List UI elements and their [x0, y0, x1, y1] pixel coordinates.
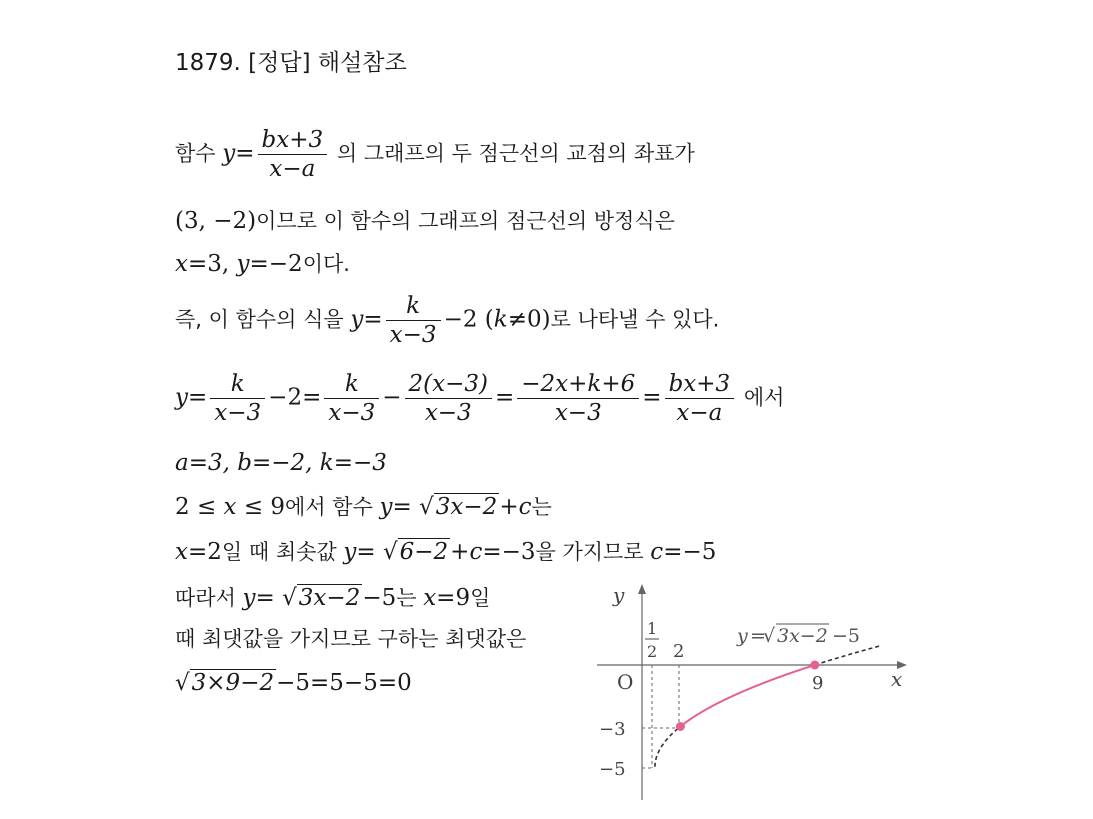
text: 는: [396, 586, 424, 610]
fraction-denominator: x−3: [424, 400, 472, 426]
fraction-numerator: k: [210, 370, 265, 399]
math-var: x: [223, 494, 237, 520]
radical-sign: √: [175, 670, 190, 696]
square-root: [419, 492, 499, 522]
curve-label-radical: √: [763, 625, 776, 647]
text: 에서: [737, 385, 785, 410]
fraction-numerator: −2x+k+6: [517, 370, 639, 399]
math-text: 2 ≤: [175, 494, 224, 520]
math-text: −5=5−5=0: [276, 670, 412, 696]
radical-sign: √: [419, 494, 434, 520]
fraction-denominator: x−3: [214, 400, 262, 426]
text: 따라서: [175, 586, 243, 610]
fraction-denominator: x−a: [269, 156, 316, 182]
math-op: =: [392, 494, 420, 520]
radicand: 3x−2: [298, 585, 361, 611]
tick-label-m3: −3: [599, 719, 626, 740]
fraction: [258, 126, 328, 183]
fraction-numerator: k: [324, 370, 379, 399]
curve-main: [680, 665, 814, 727]
fraction-numerator: bx+3: [258, 126, 328, 155]
square-root: [282, 583, 362, 613]
math-text: =−5: [663, 539, 717, 565]
line-9: [175, 583, 490, 613]
fraction: [324, 370, 379, 427]
radical-sign: √: [282, 585, 297, 611]
tick-half-denominator: 2: [647, 642, 658, 661]
fraction-denominator: x−3: [554, 400, 602, 426]
line-2: [175, 206, 675, 236]
math-var: c: [518, 494, 532, 520]
curve-label-eq: =: [750, 625, 766, 647]
radicand: 3x−2: [435, 494, 498, 520]
line-5: [175, 370, 784, 427]
radical-sign: √: [382, 539, 398, 565]
line-11: [175, 668, 412, 698]
math-text: =−2: [249, 251, 303, 277]
math-text: =9: [436, 585, 471, 611]
text: 에서 함수: [285, 495, 380, 519]
curve-label-y: y: [737, 625, 748, 647]
math-text: =−3: [482, 539, 536, 565]
math-op: =: [188, 384, 208, 411]
math-op: +: [450, 539, 470, 565]
fraction: [517, 370, 639, 427]
math-text: −2 (: [443, 306, 494, 333]
math-op: =: [255, 585, 283, 611]
line-10: [175, 624, 526, 654]
fraction-denominator: x−3: [389, 322, 437, 348]
tick-label-m5: −5: [599, 759, 626, 780]
text: 일: [470, 586, 491, 610]
math-text: −5: [362, 585, 397, 611]
math-op: +: [499, 494, 519, 520]
math-text: a=3, b=−2, k=−3: [175, 450, 387, 476]
text: 이다.: [302, 252, 350, 276]
text: 이므로 이 함수의 그래프의 점근선의 방정식은: [256, 209, 675, 233]
radicand: 6−2: [399, 539, 449, 565]
fraction: [210, 370, 265, 427]
line-6: [175, 448, 387, 478]
math-var: y: [175, 384, 188, 411]
line-3: [175, 249, 350, 279]
math-op: =: [235, 140, 255, 167]
math-var: c: [469, 539, 483, 565]
math-var: x: [175, 251, 188, 277]
line-8: [175, 537, 716, 567]
text: 의 그래프의 두 점근선의 교점의 좌표가: [330, 141, 695, 166]
math-text: ≠0): [507, 306, 551, 333]
math-var: y: [236, 251, 250, 277]
text: 때 최댓값을 가지므로 구하는 최댓값은: [175, 627, 527, 651]
fraction: [386, 292, 441, 349]
text: 즉, 이 함수의 식을: [175, 307, 351, 332]
math-op: =: [356, 539, 383, 565]
line-4: [175, 292, 719, 349]
curve-label-tail: −5: [832, 625, 861, 647]
math-text: (3, −2): [175, 208, 257, 234]
math-var: c: [650, 539, 664, 565]
line-1: [175, 126, 695, 183]
curve-dashed-right: [815, 645, 882, 665]
fraction-denominator: x−3: [328, 400, 376, 426]
curve-point-end: [810, 661, 819, 670]
tick-label-9: 9: [812, 673, 824, 694]
curve-point-start: [676, 722, 685, 731]
fraction: [665, 370, 735, 427]
math-var: k: [493, 306, 508, 333]
math-op: =: [495, 384, 515, 411]
square-root: [383, 537, 450, 567]
tick-half-numerator: 1: [647, 619, 658, 638]
math-text: =2: [187, 539, 222, 565]
math-op: =: [363, 306, 383, 333]
origin-label: O: [617, 670, 634, 694]
math-text: ≤ 9: [236, 494, 286, 520]
fraction-denominator: x−a: [676, 400, 723, 426]
curve-dashed-left: [655, 727, 681, 767]
math-var: x: [423, 585, 437, 611]
line-7: [175, 492, 552, 522]
math-var: y: [350, 306, 364, 333]
y-axis-label: y: [613, 583, 625, 607]
text: 을 가지므로: [535, 540, 651, 564]
y-axis-arrow-icon: [638, 584, 646, 594]
text: 함수: [175, 141, 223, 166]
x-axis-label: x: [891, 667, 903, 691]
math-var: y: [242, 585, 256, 611]
tick-label-2: 2: [673, 641, 685, 662]
radicand: 3×9−2: [191, 670, 275, 696]
fraction-numerator: k: [386, 292, 441, 321]
curve-label-radicand: 3x−2: [777, 625, 828, 647]
math-op: −: [382, 384, 402, 411]
text: 일 때 최솟값: [221, 540, 344, 564]
math-text: −2=: [268, 384, 322, 411]
function-graph: [595, 578, 925, 803]
fraction: [405, 370, 492, 427]
fraction-numerator: bx+3: [665, 370, 735, 399]
page-title: 1879. [정답] 해설참조: [175, 50, 407, 76]
text: 는: [531, 495, 552, 519]
math-var: y: [379, 494, 393, 520]
text: 로 나타낼 수 있다.: [550, 307, 720, 332]
fraction-numerator: 2(x−3): [405, 370, 492, 399]
math-var: y: [222, 140, 236, 167]
square-root: [175, 668, 276, 698]
math-op: =: [642, 384, 662, 411]
math-text: =3,: [187, 251, 237, 277]
math-var: x: [175, 539, 188, 565]
math-var: y: [343, 539, 357, 565]
